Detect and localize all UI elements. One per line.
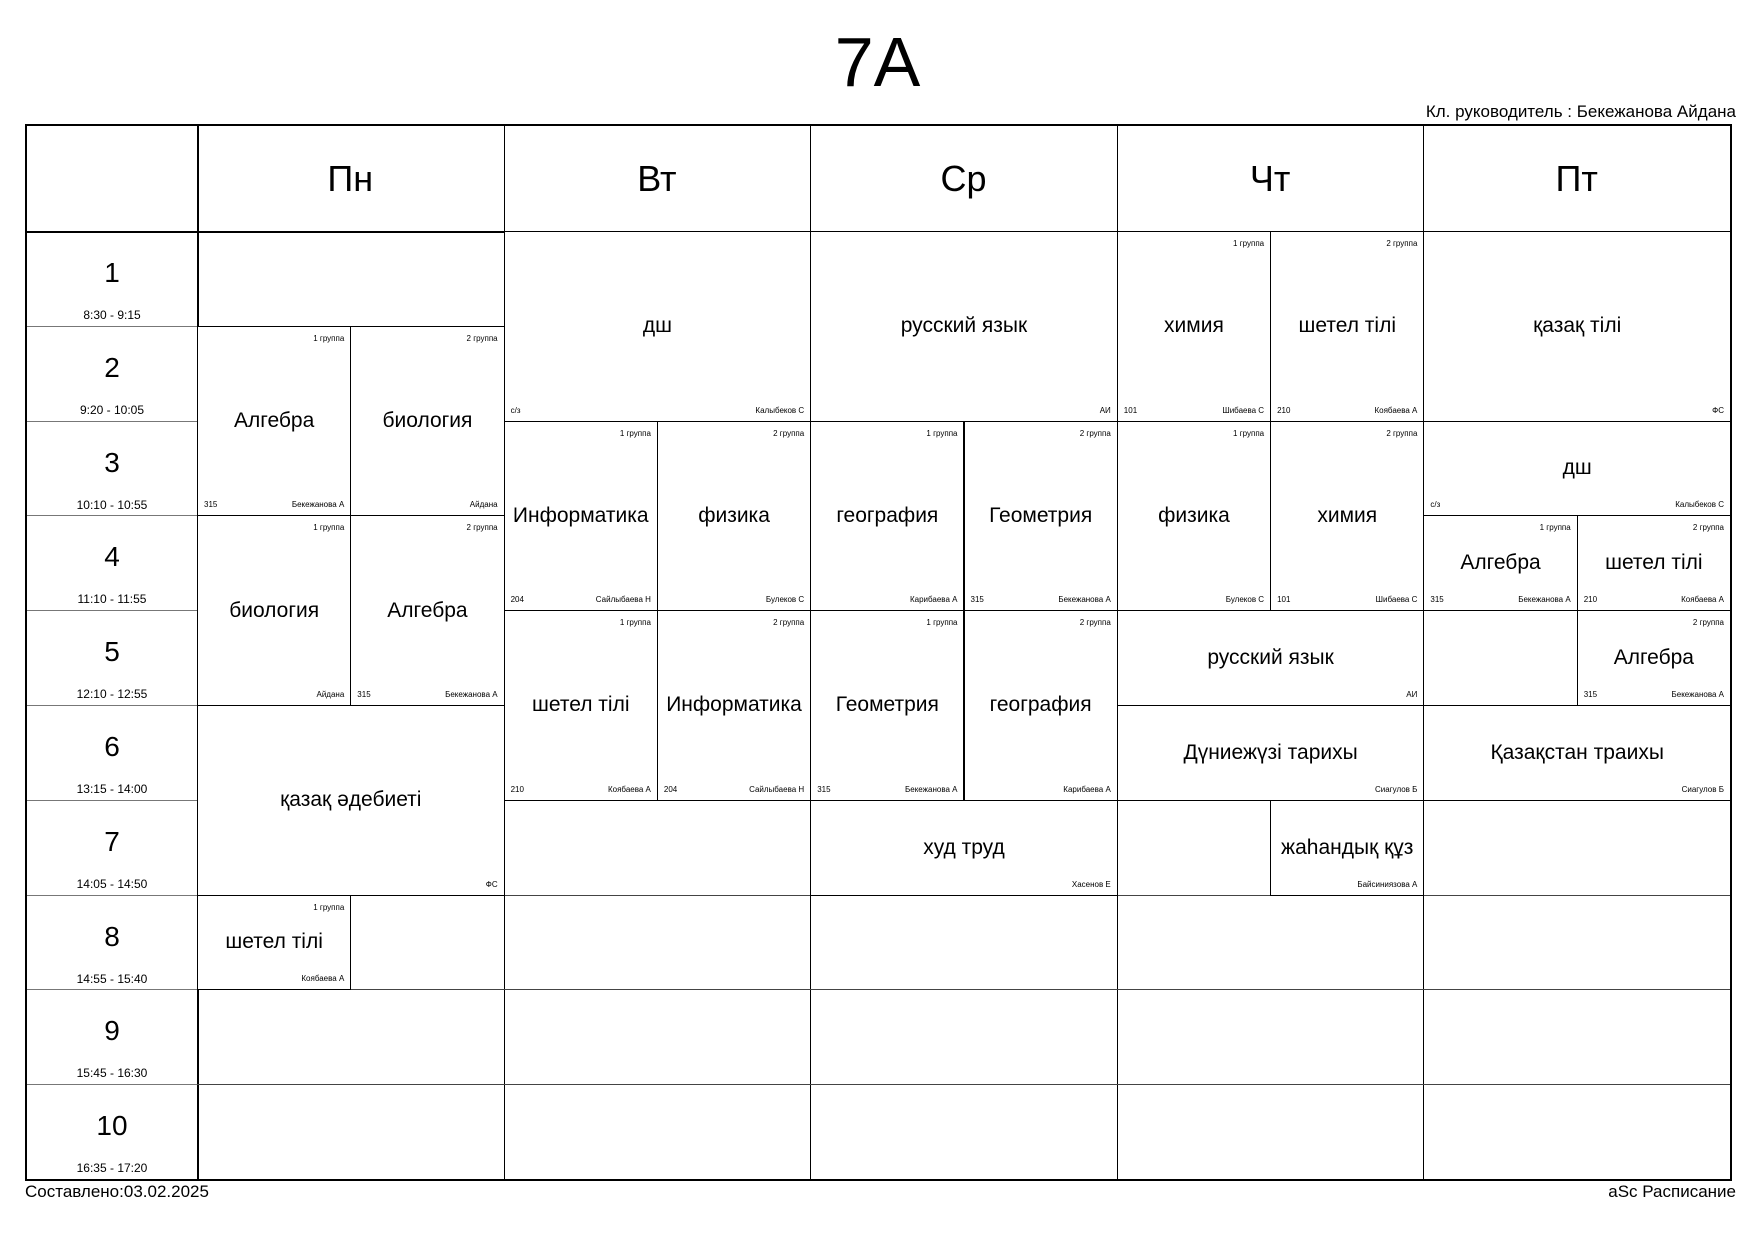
period-number: 4 bbox=[104, 541, 120, 573]
lesson-teacher: ФС bbox=[1712, 405, 1724, 415]
lesson-card[interactable] bbox=[350, 515, 504, 706]
lesson-room: 210 bbox=[510, 784, 524, 794]
lesson-room: 204 bbox=[663, 784, 678, 794]
lesson-subject: дш bbox=[1562, 456, 1592, 480]
lesson-subject: шетел тілі bbox=[225, 930, 323, 954]
lesson-card[interactable] bbox=[1117, 705, 1425, 801]
lesson-room: 315 bbox=[204, 500, 218, 510]
lesson-subject: Қазақстан траихы bbox=[1490, 740, 1664, 764]
lesson-group: 2 группа bbox=[1692, 618, 1724, 628]
lesson-group: 1 группа bbox=[313, 523, 345, 533]
lesson-group: 2 группа bbox=[466, 333, 498, 343]
period-label bbox=[27, 231, 197, 326]
lesson-room: с/з bbox=[510, 405, 521, 415]
lesson-card[interactable] bbox=[1270, 800, 1424, 896]
period-label bbox=[27, 800, 197, 895]
lesson-room: 210 bbox=[1277, 405, 1291, 415]
day-header: Пт bbox=[1555, 157, 1598, 199]
lesson-subject: химия bbox=[1317, 503, 1378, 527]
lesson-subject: Информатика bbox=[512, 503, 649, 527]
day-header: Вт bbox=[637, 157, 677, 199]
lesson-teacher: Коябаева А bbox=[607, 784, 651, 794]
lesson-card[interactable] bbox=[1270, 231, 1424, 422]
lesson-subject: биология bbox=[229, 598, 320, 622]
period-number: 6 bbox=[104, 731, 120, 762]
period-number: 3 bbox=[104, 446, 120, 478]
lesson-subject: Дүниежүзі тарихы bbox=[1183, 740, 1358, 764]
period-label bbox=[27, 895, 197, 990]
lesson-group: 2 группа bbox=[773, 618, 805, 628]
lesson-card[interactable] bbox=[1423, 515, 1577, 611]
lesson-group: 2 группа bbox=[1386, 239, 1418, 248]
lesson-teacher: Байсиниязова А bbox=[1357, 879, 1418, 889]
lesson-group: 2 группа bbox=[773, 428, 805, 438]
lesson-teacher: Бекежанова А bbox=[1058, 595, 1111, 605]
lesson-teacher: Сайлыбаева Н bbox=[749, 784, 805, 794]
lesson-subject: худ труд bbox=[923, 835, 1005, 859]
lesson-teacher: Булеков С bbox=[765, 595, 805, 605]
lesson-teacher: Сайлыбаева Н bbox=[595, 595, 651, 605]
lesson-group: 2 группа bbox=[1692, 523, 1724, 533]
lesson-teacher: Сиагулов Б bbox=[1681, 784, 1724, 794]
lesson-subject: Алгебра bbox=[234, 409, 315, 433]
lesson-subject: шетел тілі bbox=[532, 693, 630, 717]
lesson-subject: дш bbox=[642, 314, 672, 338]
lesson-subject: шетел тілі bbox=[1298, 314, 1396, 338]
lesson-card[interactable] bbox=[964, 610, 1118, 801]
lesson-subject: Геометрия bbox=[989, 503, 1093, 527]
lesson-teacher: Бекежанова А bbox=[445, 689, 498, 699]
lesson-room: 315 bbox=[1430, 595, 1444, 605]
lesson-group: 1 группа bbox=[1233, 239, 1265, 248]
period-number: 5 bbox=[104, 636, 120, 668]
lesson-card[interactable] bbox=[1577, 610, 1731, 706]
day-header: Чт bbox=[1249, 157, 1291, 199]
lesson-teacher: Бекежанова А bbox=[905, 784, 958, 794]
period-number: 10 bbox=[96, 1110, 128, 1142]
lesson-subject: Алгебра bbox=[387, 598, 468, 622]
day-header: Ср bbox=[940, 157, 987, 199]
period-time: 12:10 - 12:55 bbox=[76, 687, 148, 702]
lesson-teacher: Айдана bbox=[316, 689, 345, 699]
row-divider bbox=[197, 1084, 1730, 1085]
lesson-teacher: Калыбеков С bbox=[755, 405, 805, 415]
lesson-group: 1 группа bbox=[619, 618, 651, 628]
lesson-teacher: Карибаева А bbox=[1063, 784, 1111, 794]
lesson-card[interactable] bbox=[1117, 610, 1425, 706]
lesson-teacher: Булеков С bbox=[1225, 595, 1265, 605]
lesson-group: 1 группа bbox=[313, 902, 345, 912]
lesson-subject: қазақ тілі bbox=[1533, 314, 1622, 338]
lesson-card[interactable] bbox=[657, 610, 811, 801]
lesson-card[interactable] bbox=[1117, 421, 1271, 612]
lesson-subject: физика bbox=[1158, 503, 1230, 527]
lesson-teacher: Хасенов Е bbox=[1071, 879, 1111, 889]
period-time: 14:55 - 15:40 bbox=[76, 971, 148, 986]
lesson-card[interactable] bbox=[1423, 231, 1731, 422]
lesson-teacher: Карибаева А bbox=[909, 595, 958, 605]
lesson-teacher: Шибаева С bbox=[1375, 595, 1418, 605]
lesson-subject: физика bbox=[698, 503, 770, 527]
lesson-room: 210 bbox=[1583, 595, 1598, 605]
lesson-teacher: Бекежанова А bbox=[291, 500, 345, 510]
period-label bbox=[27, 989, 197, 1084]
lesson-group: 1 группа bbox=[926, 618, 958, 628]
lesson-subject: Геометрия bbox=[835, 693, 939, 717]
lesson-teacher: Айдана bbox=[469, 500, 498, 510]
period-time: 13:15 - 14:00 bbox=[76, 782, 148, 796]
period-time: 16:35 - 17:20 bbox=[76, 1161, 148, 1176]
lesson-group: 1 группа bbox=[313, 333, 345, 343]
period-time: 15:45 - 16:30 bbox=[76, 1066, 148, 1081]
lesson-subject: химия bbox=[1164, 314, 1224, 338]
class-title: 7А bbox=[834, 23, 921, 101]
lesson-subject: русский язык bbox=[1207, 646, 1334, 670]
lesson-card[interactable] bbox=[810, 610, 964, 801]
lesson-card[interactable] bbox=[1270, 421, 1424, 612]
lesson-card[interactable] bbox=[964, 421, 1118, 612]
lesson-subject: Алгебра bbox=[1613, 646, 1694, 670]
class-teacher: Кл. руководитель : Бекежанова Айдана bbox=[1425, 102, 1736, 121]
period-number: 2 bbox=[104, 351, 120, 383]
period-number: 1 bbox=[104, 257, 120, 288]
lesson-subject: шетел тілі bbox=[1605, 551, 1703, 575]
lesson-room: 315 bbox=[817, 784, 831, 794]
period-time: 8:30 - 9:15 bbox=[83, 308, 141, 322]
lesson-card[interactable] bbox=[197, 705, 505, 896]
lesson-card[interactable] bbox=[657, 421, 811, 612]
lesson-subject: география bbox=[836, 503, 939, 527]
period-time: 11:10 - 11:55 bbox=[77, 592, 147, 607]
lesson-card[interactable] bbox=[504, 231, 812, 422]
timetable-grid bbox=[25, 124, 1732, 1181]
row-divider bbox=[197, 989, 1730, 990]
lesson-card[interactable] bbox=[197, 895, 351, 991]
lesson-card[interactable] bbox=[810, 421, 964, 612]
lesson-group: 1 группа bbox=[1233, 428, 1265, 438]
lesson-card[interactable] bbox=[810, 231, 1118, 422]
period-number: 7 bbox=[104, 825, 120, 857]
lesson-card[interactable] bbox=[1423, 705, 1731, 801]
lesson-card[interactable] bbox=[350, 326, 504, 517]
lesson-room: 315 bbox=[357, 689, 371, 699]
lesson-group: 1 группа bbox=[619, 428, 651, 438]
period-time: 10:10 - 10:55 bbox=[76, 497, 148, 512]
lesson-teacher: АИ bbox=[1406, 689, 1418, 699]
lesson-teacher: Коябаева А bbox=[301, 974, 345, 984]
lesson-room: с/з bbox=[1430, 500, 1441, 510]
lesson-teacher: Бекежанова А bbox=[1671, 689, 1724, 699]
lesson-subject: биология bbox=[382, 409, 473, 433]
lesson-card[interactable] bbox=[197, 515, 351, 706]
period-time: 14:05 - 14:50 bbox=[76, 876, 148, 891]
period-number: 8 bbox=[104, 920, 120, 952]
app-brand: aSc Расписание bbox=[1608, 1182, 1736, 1201]
lesson-group: 2 группа bbox=[466, 523, 498, 533]
lesson-card[interactable] bbox=[810, 800, 1118, 896]
lesson-subject: Информатика bbox=[666, 693, 802, 717]
lesson-teacher: Сиагулов Б bbox=[1375, 784, 1418, 794]
lesson-subject: жаһандық құз bbox=[1281, 835, 1414, 859]
period-time: 9:20 - 10:05 bbox=[79, 402, 145, 417]
lesson-card[interactable] bbox=[504, 421, 658, 612]
lesson-subject: география bbox=[989, 693, 1092, 717]
lesson-card[interactable] bbox=[1423, 421, 1731, 517]
lesson-room: 315 bbox=[970, 595, 984, 605]
lesson-group: 2 группа bbox=[1386, 428, 1418, 438]
lesson-subject: қазақ әдебиеті bbox=[280, 788, 422, 812]
lesson-group: 1 группа bbox=[926, 428, 958, 438]
lesson-group: 2 группа bbox=[1079, 428, 1111, 438]
lesson-teacher: АИ bbox=[1099, 405, 1111, 415]
period-label bbox=[27, 421, 197, 516]
period-number: 9 bbox=[104, 1015, 120, 1047]
lesson-teacher: Калыбеков С bbox=[1675, 500, 1724, 510]
lesson-teacher: Коябаева А bbox=[1374, 405, 1418, 415]
lesson-teacher: Бекежанова А bbox=[1518, 595, 1571, 605]
lesson-card[interactable] bbox=[1117, 231, 1271, 422]
lesson-teacher: Шибаева С bbox=[1222, 405, 1265, 415]
lesson-room: 101 bbox=[1277, 595, 1291, 605]
lesson-room: 204 bbox=[510, 595, 524, 605]
period-label bbox=[27, 610, 197, 705]
period-label bbox=[27, 515, 197, 610]
lesson-card[interactable] bbox=[504, 610, 658, 801]
lesson-room: 101 bbox=[1123, 405, 1138, 415]
period-label bbox=[27, 326, 197, 421]
lesson-teacher: Коябаева А bbox=[1681, 595, 1724, 605]
lesson-card[interactable] bbox=[197, 326, 351, 517]
period-label bbox=[27, 705, 197, 800]
lesson-group: 1 группа bbox=[1539, 523, 1571, 533]
lesson-card[interactable] bbox=[1577, 515, 1731, 611]
lesson-subject: Алгебра bbox=[1460, 551, 1541, 575]
compiled-date: Составлено:03.02.2025 bbox=[25, 1182, 209, 1201]
lesson-teacher: ФС bbox=[485, 879, 498, 889]
lesson-subject: русский язык bbox=[900, 314, 1028, 338]
lesson-room: 315 bbox=[1583, 689, 1598, 699]
lesson-group: 2 группа bbox=[1079, 618, 1111, 628]
period-label bbox=[27, 1084, 197, 1179]
day-header: Пн bbox=[327, 157, 374, 199]
